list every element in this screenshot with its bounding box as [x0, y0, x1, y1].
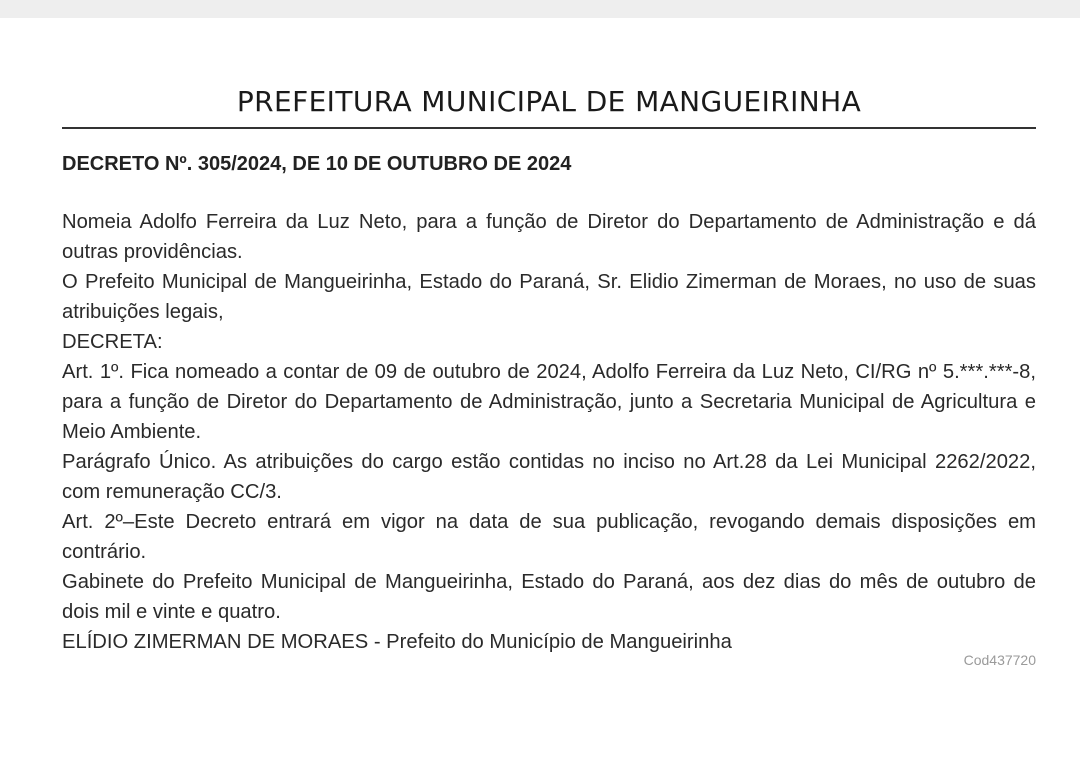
header-divider	[62, 127, 1036, 129]
preamble-paragraph: O Prefeito Municipal de Mangueirinha, Estado do Paraná, Sr. Elidio Zimerman de Moraes, no uso de suas atribuições legais,	[62, 271, 1036, 323]
decree-heading: DECRETO Nº. 305/2024, DE 10 DE OUTUBRO DE 2024	[62, 153, 572, 175]
decree-body	[62, 207, 1036, 657]
article-1-paragraph: Art. 1º. Fica nomeado a contar de 09 de outubro de 2024, Adolfo Ferreira da Luz Neto, CI/RG nº 5.***.***-8, para a função de Diretor do Departamento de Administração, junto a Secretaria Municipal de Agricultura e Meio Ambiente.	[62, 361, 1036, 443]
decreta-line: DECRETA:	[62, 331, 163, 353]
sole-paragraph: Parágrafo Único. As atribuições do cargo estão contidas no inciso no Art.28 da Lei Municipal 2262/2022, com remuneração CC/3.	[62, 451, 1036, 503]
top-strip	[0, 0, 1080, 18]
closing-paragraph: Gabinete do Prefeito Municipal de Mangueirinha, Estado do Paraná, aos dez dias do mês de outubro de dois mil e vinte e quatro.	[62, 571, 1036, 623]
article-2-paragraph: Art. 2º–Este Decreto entrará em vigor na data de sua publicação, revogando demais disposições em contrário.	[62, 511, 1036, 563]
signature-line: ELÍDIO ZIMERMAN DE MORAES - Prefeito do Município de Mangueirinha	[62, 631, 732, 653]
page-title: PREFEITURA MUNICIPAL DE MANGUEIRINHA	[236, 85, 862, 118]
summary-paragraph: Nomeia Adolfo Ferreira da Luz Neto, para a função de Diretor do Departamento de Administração e dá outras providências.	[62, 211, 1036, 263]
publication-code: Cod437720	[963, 652, 1036, 668]
